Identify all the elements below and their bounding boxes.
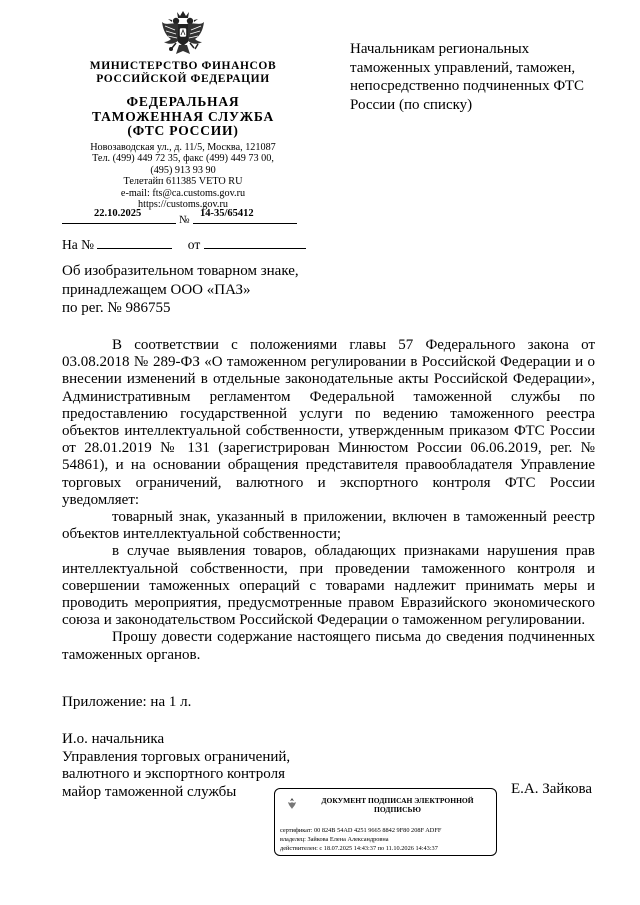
position-line: Управления торговых ограничений, <box>62 748 291 765</box>
subject-line: принадлежащем ООО «ПАЗ» <box>62 281 251 298</box>
stamp-details <box>280 826 494 853</box>
on-no-blank <box>97 236 172 249</box>
stamp-owner: владелец: Зайкова Елена Александровна <box>280 836 389 843</box>
attachment-note: Приложение: на 1 л. <box>62 694 192 710</box>
body-paragraph: в случае выявления товаров, обладающих признаками нарушения прав интеллектуальной собственности, при проведении таможенного контроля и совершении таможенных операций с товарами надлежит принимать меры и проводить мероприятия, предусмотренные правом Евразийского экономического союза и законодательством Российской Федерации о таможенном регулировании. <box>62 543 595 629</box>
number-sign: № <box>179 214 190 226</box>
signature-emblem-icon <box>285 797 299 811</box>
address-line: e-mail: fts@ca.customs.gov.ru <box>120 187 246 199</box>
ministry-line: РОССИЙСКОЙ ФЕДЕРАЦИИ <box>96 73 270 85</box>
letter-body <box>62 337 595 664</box>
stamp-validity: действителен: с 18.07.2025 14:43:37 по 11.10.2026 14:43:37 <box>280 845 438 852</box>
letter-subject <box>62 262 342 318</box>
address-line: Телетайп 611385 VETO RU <box>123 176 243 188</box>
service-address <box>62 142 304 210</box>
reply-reference <box>62 236 306 253</box>
stamp-certificate: сертификат: 00 824B 54AD 4251 9665 8842 9F80 208F ADFF <box>280 827 442 834</box>
on-no-label: На № <box>62 237 94 252</box>
body-paragraph: товарный знак, указанный в приложении, включен в таможенный реестр объектов интеллектуальной собственности; <box>62 509 595 543</box>
stamp-title: ДОКУМЕНТ ПОДПИСАН ЭЛЕКТРОННОЙ ПОДПИСЬЮ <box>321 796 474 814</box>
document-date: 22.10.2025 <box>94 208 142 219</box>
service-name <box>62 95 304 139</box>
addressee: Начальникам региональных таможенных управлений, таможен, непосредственно подчиненных ФТС России (по списку) <box>350 41 585 113</box>
address-line: Новозаводская ул., д. 11/5, Москва, 121087 <box>90 142 276 153</box>
date-underline <box>62 223 176 224</box>
number-underline <box>193 223 297 224</box>
from-label: от <box>187 237 201 252</box>
from-blank <box>204 236 306 249</box>
service-line: (ФТС РОССИИ) <box>127 123 239 138</box>
ministry-name <box>62 60 304 86</box>
service-line: ФЕДЕРАЛЬНАЯ <box>126 94 240 109</box>
address-line: https://customs.gov.ru <box>138 199 228 211</box>
document-number: 14-35/65412 <box>200 208 254 219</box>
signatory-name: Е.А. Зайкова <box>511 781 593 797</box>
position-line: И.о. начальника <box>62 731 165 747</box>
position-line: майор таможенной службы <box>62 783 237 800</box>
emblem-icon <box>160 8 206 60</box>
body-paragraph: В соответствии с положениями главы 57 Федерального закона от 03.08.2018 № 289-ФЗ «О таможенном регулировании в Российской Федерации и о внесении изменений в отдельные законодательные акты Российской Федерации», Административным регламентом Федеральной таможенной службы по предоставлению государственной услуги по ведению таможенного реестра объектов интеллектуальной собственности, утвержденным приказом ФТС России от 28.01.2019 № 131 (зарегистрирован Минюстом России 06.06.2019, рег. № 54861), и на основании обращения представителя правообладателя Управление торговых ограничений, валютного и экспортного контроля ФТС России уведомляет: <box>62 337 595 508</box>
address-line: (495) 913 93 90 <box>150 164 216 176</box>
ministry-line: МИНИСТЕРСТВО ФИНАНСОВ <box>89 60 277 72</box>
address-line: Тел. (499) 449 72 35, факс (499) 449 73 00, <box>92 153 274 165</box>
service-line: ТАМОЖЕННАЯ СЛУЖБА <box>91 108 275 124</box>
subject-line: Об изобразительном товарном знаке, <box>62 263 299 279</box>
position-line: валютного и экспортного контроля <box>62 766 285 782</box>
body-paragraph: Прошу довести содержание настоящего письма до сведения подчиненных таможенных органов. <box>62 629 595 663</box>
electronic-signature-stamp <box>274 788 497 856</box>
subject-line: по рег. № 986755 <box>62 300 171 316</box>
